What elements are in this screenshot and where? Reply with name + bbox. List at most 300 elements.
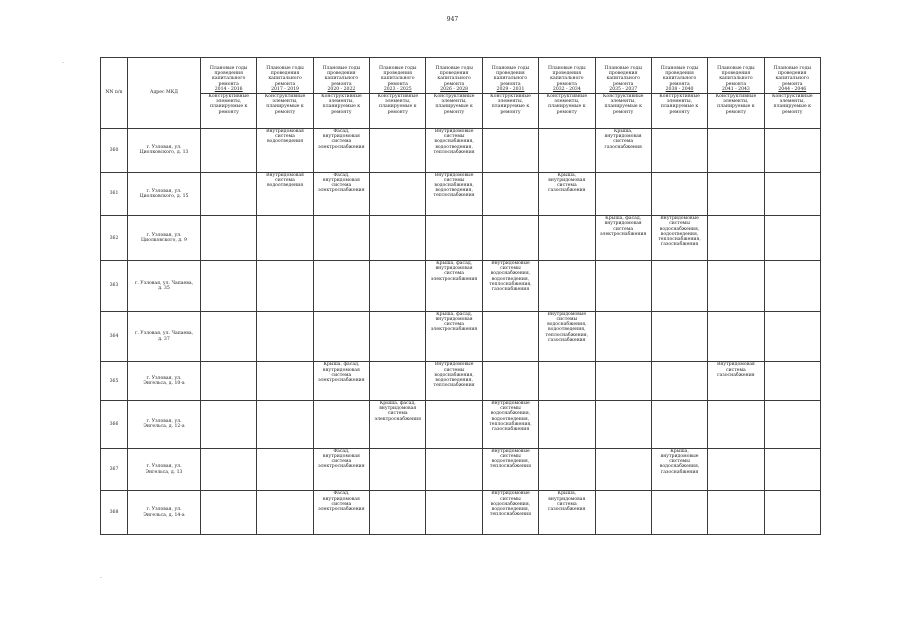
components-header-line: ремонту [782,109,803,115]
repair-item-line: теплоснабжения [433,149,475,155]
period-header-line: Плановые годы [491,65,530,71]
repair-item-line: система [726,367,746,373]
repair-cell [257,172,313,216]
repair-item-line: Внутридомовые [491,448,530,454]
components-header-line: планируемые к [604,104,642,110]
repair-item-line: газоснабжения [548,506,586,512]
period-header-line: капитального [493,76,528,82]
repair-cell [482,491,538,535]
repair-item-line: газоснабжения [604,144,642,150]
repair-cell [257,260,313,311]
period-years: 2032 - 2034 [552,86,581,92]
repair-item-line: теплоснабжения, [489,281,532,287]
column-header-components [539,94,595,129]
period-header-line: ремонта [725,81,747,87]
components-header-line: элементы, [723,99,749,105]
repair-item-line: Фасад, [333,448,350,454]
repair-cell [651,129,707,173]
row-number: 361 [101,172,128,216]
repair-cell [313,311,369,362]
repair-item-line: водоснабжения, [434,183,474,189]
repair-cell [370,129,426,173]
repair-item-line: внутридомовая [548,177,586,183]
components-header-line: ремонту [274,109,296,115]
components-header-line: Конструктивные [264,94,306,99]
repair-item-line: водоотведения, [435,378,473,384]
repair-item-line: газоснабжения [660,242,699,248]
repair-cell [764,448,820,491]
repair-cell [201,311,257,362]
repair-cell [595,448,651,491]
column-header-number: NN п/п [101,58,128,129]
repair-item-line: электроснабжения [318,506,365,512]
row-number: 365 [101,362,128,401]
components-header-line: Конструктивные [546,94,588,99]
period-header-line: Плановые годы [435,65,473,71]
repair-cell [313,491,369,535]
repair-cell [539,311,595,362]
components-header-line: элементы, [441,99,467,105]
table-row [101,216,821,261]
components-header-line: Конструктивные [321,94,362,99]
repair-cell [764,311,820,362]
period-header-line: капитального [775,76,809,82]
address-line: г. Узловая, ул. [146,188,182,194]
repair-item-line: Фасад, [333,491,350,497]
repair-cell [482,260,538,311]
repair-item-line: система [444,322,464,328]
column-header-components [651,94,707,129]
repair-item-line: водоотведения, [435,144,473,150]
repair-cell [708,260,764,311]
repair-cell [539,129,595,173]
period-header-line: ремонта [782,81,803,87]
repair-item-line: водоотведения [266,139,304,145]
repair-cell [708,448,764,491]
scan-margin-mark: · [100,575,102,582]
components-header-line: Конструктивные [771,94,813,99]
period-years: 2044 - 2046 [778,86,807,92]
components-header-line: ремонту [669,109,690,115]
repair-cell [257,491,313,535]
repair-cell [313,260,369,311]
capital-repair-schedule-table [100,57,821,535]
period-years: 2041 - 2043 [721,86,750,92]
repair-item-line: водоснабжения, [659,226,700,232]
repair-item-line: теплоснабжения, [489,421,532,427]
period-header-line: проведения [721,71,751,77]
repair-cell [708,129,764,173]
period-header-line: проведения [327,71,356,77]
column-header-period [595,58,651,94]
components-header-line: планируемые к [266,104,304,110]
repair-item-line: водоотведения, [548,327,586,333]
address-line: г. Узловая, ул. [146,145,182,151]
period-years: 2035 - 2037 [609,86,638,92]
repair-cell [539,401,595,449]
header-row-components [101,94,821,129]
period-header-line: капитального [606,76,640,82]
repair-item-line: теплоснабжения [433,383,475,389]
address-line: г. Узловая, ул. [146,232,182,238]
repair-cell [651,401,707,449]
repair-cell [764,401,820,449]
repair-item-line: водоотведения, [491,276,530,282]
period-header-line: капитального [211,76,246,82]
repair-cell [257,311,313,362]
repair-item-line: Крыша, [613,129,633,134]
repair-cell [257,401,313,449]
repair-cell [201,491,257,535]
repair-item-line: системы [443,134,465,140]
period-header-line: проведения [552,71,582,77]
period-header-line: проведения [496,71,525,77]
repair-cell [764,129,820,173]
column-header-components [313,94,369,129]
period-header-line: Плановые годы [378,65,417,71]
repair-cell [708,362,764,401]
components-header-line: планируемые к [660,104,699,110]
column-header-period [708,58,764,94]
period-header-line: ремонта [387,81,408,87]
period-header-line: Плановые годы [717,65,755,71]
address-line: д. 35 [158,285,170,291]
address-line: Энгельса, д. 10-а [143,381,185,387]
period-years: 2017 - 2019 [271,86,299,92]
repair-item-line: система [556,183,577,189]
components-header-line: планируемые к [209,104,248,110]
table-row [101,260,821,311]
repair-cell [764,491,820,535]
repair-item-line: внутридомовые [660,453,699,459]
repair-item-line: водоотведения, [491,459,530,465]
components-header-line: ремонту [500,109,521,115]
repair-cell [426,362,482,401]
column-header-components [482,94,538,129]
period-header-line: капитального [550,76,584,82]
components-header-line: планируемые к [491,104,530,110]
period-header-line: ремонта [669,81,690,87]
components-header-line: элементы, [497,99,524,105]
address-line: Энгельса, д. 13 [145,469,183,475]
period-header-line: проведения [270,71,300,77]
address-line: г. Узловая, ул. [146,419,182,425]
repair-item-line: система [331,139,352,145]
address-line: Энгельса, д. 14-а [143,512,185,518]
scan-margin-mark: · [62,60,64,67]
period-header-line: проведения [383,71,413,77]
period-header-line: проведения [439,71,469,77]
repair-item-line: газоснабжения [660,469,699,475]
repair-item-line: электроснабжения [374,416,421,422]
repair-item-line: Внутридомовая [266,172,304,178]
repair-item-line: электроснабжения [318,188,365,194]
components-header-line: Конструктивные [208,94,249,99]
period-header-line: Плановые годы [266,65,304,71]
repair-item-line: система [331,459,352,465]
repair-item-line: внутридомовая [435,316,473,322]
period-years: 2038 - 2040 [665,86,694,92]
repair-cell [370,448,426,491]
repair-item-line: внутридомовая [604,221,642,227]
page-number: 947 [446,16,459,23]
column-header-components [426,94,482,129]
column-header-components [257,94,313,129]
components-header-line: ремонту [443,109,465,115]
column-header-address: Адрес МКД [128,58,201,129]
components-header-line: Конструктивные [602,94,644,99]
repair-cell [539,172,595,216]
repair-item-line: водоснабжения, [434,139,474,145]
row-number: 366 [101,401,128,449]
repair-item-line: газоснабжения [548,188,586,194]
repair-item-line: Внутридомовые [434,129,474,134]
period-header-line: ремонта [331,81,352,87]
column-header-period [257,58,313,94]
repair-item-line: внутридомовая [379,406,417,412]
repair-item-line: Крыша, фасад, [436,260,473,266]
row-number: 367 [101,448,128,491]
table-row [101,491,821,535]
address-line: г. Узловая, ул. [146,464,182,470]
components-header-line: Конструктивные [490,94,531,99]
repair-item-line: газоснабжения [491,286,530,292]
repair-item-line: система [613,139,634,145]
repair-item-line: Фасад, [333,129,350,134]
repair-cell [539,448,595,491]
address-line: г. Узловая, ул. Чапаева, [134,280,194,286]
components-header-line: планируемые к [322,104,361,110]
repair-item-line: системы [669,459,690,465]
address-line: Циолковского, д. 9 [141,238,187,244]
period-years: 2023 - 2025 [383,86,412,92]
components-header-line: Конструктивные [377,94,419,99]
repair-item-line: система [613,226,634,232]
period-header-line: ремонта [500,81,521,87]
repair-cell [313,362,369,401]
repair-item-line: Крыша, [557,172,577,178]
row-address [128,311,201,362]
table-row [101,448,821,491]
repair-cell [482,362,538,401]
repair-cell [539,362,595,401]
repair-item-line: водоснабжения, [490,411,531,417]
repair-cell [426,129,482,173]
repair-cell [313,129,369,173]
repair-item-line: Крыша, [670,448,689,454]
repair-item-line: Крыша, фасад, [323,362,360,368]
repair-item-line: электроснабжения [318,464,365,470]
repair-item-line: внутридомовая [435,266,473,272]
repair-cell [426,401,482,449]
repair-cell [370,260,426,311]
components-header-line: ремонту [725,109,747,115]
period-header-line: Плановые годы [548,65,586,71]
repair-cell [539,491,595,535]
repair-cell [595,216,651,261]
period-header-line: капитального [381,76,415,82]
repair-cell [257,129,313,173]
repair-cell [764,362,820,401]
period-header-line: проведения [214,71,243,77]
column-header-components [201,94,257,129]
column-header-period [370,58,426,94]
repair-cell [708,216,764,261]
repair-item-line: Крыша, [557,491,577,497]
repair-item-line: теплоснабжения [489,512,532,518]
address-line: Циолковского, д. 15 [139,193,189,199]
repair-cell [482,448,538,491]
period-header-line: капитального [268,76,302,82]
repair-cell [708,172,764,216]
repair-item-line: водоотведения, [435,188,473,194]
repair-item-line: водоснабжения, [490,271,531,277]
period-header-line: Плановые годы [209,65,248,71]
components-header-line: Конструктивные [433,94,475,99]
repair-item-line: Внутридомовые [491,491,530,497]
repair-cell [595,260,651,311]
repair-item-line: Внутридомовая [716,362,755,368]
address-line: Энгельса, д. 12-а [143,424,185,430]
components-header-line: планируемые к [379,104,417,110]
repair-item-line: внутридомовая [322,134,360,140]
repair-item-line: системы [500,406,521,412]
repair-cell [764,172,820,216]
components-header-line: планируемые к [435,104,473,110]
repair-cell [708,491,764,535]
repair-item-line: теплоснабжения [489,464,532,470]
repair-item-line: водоснабжения, [547,322,587,328]
period-header-line: Плановые годы [773,65,812,71]
table-row [101,401,821,449]
components-header-line: ремонту [613,109,634,115]
repair-item-line: внутридомовая [604,134,642,140]
row-number: 360 [101,129,128,173]
repair-item-line: электроснабжения [318,378,365,384]
period-header-line: Плановые годы [604,65,642,71]
repair-cell [426,491,482,535]
repair-item-line: теплоснабжения [433,193,475,199]
components-header-line: элементы, [779,99,805,105]
components-header-line: элементы, [272,99,298,105]
components-header-line: элементы, [216,99,242,105]
repair-cell [426,311,482,362]
repair-item-line: электроснабжения [599,231,647,237]
column-header-components [708,94,764,129]
repair-item-line: Крыша, фасад, [605,216,642,222]
table-row [101,362,821,401]
repair-cell [764,216,820,261]
repair-item-line: системы [443,367,465,373]
repair-cell [764,260,820,311]
components-header-line: элементы, [666,99,693,105]
row-address [128,172,201,216]
period-header-line: Плановые годы [660,65,699,71]
period-years: 2029 - 2031 [496,86,525,92]
repair-cell [370,491,426,535]
repair-item-line: система [556,501,577,507]
table-row [101,129,821,173]
repair-cell [595,172,651,216]
period-years: 2020 - 2022 [327,86,356,92]
repair-cell [595,362,651,401]
period-header-line: капитального [719,76,753,82]
repair-item-line: Внутридомовые [547,311,587,317]
row-address [128,448,201,491]
period-header-line: капитального [437,76,471,82]
repair-item-line: водоснабжения, [490,501,531,507]
period-header-line: ремонта [556,81,577,87]
components-header-line: элементы, [385,99,411,105]
components-header-line: элементы, [328,99,355,105]
row-number: 363 [101,260,128,311]
period-header-line: ремонта [274,81,296,87]
row-number: 362 [101,216,128,261]
repair-item-line: система [275,134,295,140]
repair-cell [201,172,257,216]
components-header-line: ремонту [387,109,408,115]
repair-cell [595,129,651,173]
column-header-period [764,58,820,94]
repair-cell [651,491,707,535]
repair-cell [482,216,538,261]
repair-item-line: водоотведения, [491,416,530,422]
row-address [128,216,201,261]
address-line: г. Узловая, ул. [146,376,182,382]
repair-item-line: Внутридомовые [491,401,530,406]
repair-cell [651,216,707,261]
repair-item-line: теплоснабжения, [658,237,701,243]
repair-item-line: водоотведения, [660,231,699,237]
repair-cell [595,311,651,362]
repair-cell [651,172,707,216]
repair-item-line: система [331,501,352,507]
repair-item-line: электроснабжения [430,327,478,333]
period-header-line: ремонта [613,81,634,87]
repair-cell [708,311,764,362]
repair-item-line: газоснабжения [548,337,586,343]
address-line: г. Узловая, ул. [146,507,182,513]
column-header-period [313,58,369,94]
table-row [101,172,821,216]
repair-item-line: водоснабжения, [659,464,700,470]
repair-cell [426,448,482,491]
column-header-period [201,58,257,94]
repair-item-line: теплоснабжения, [545,332,589,338]
period-years: 2014 - 2016 [214,86,243,92]
repair-cell [539,216,595,261]
components-header-line: ремонту [556,109,577,115]
repair-cell [201,448,257,491]
repair-cell [201,260,257,311]
repair-cell [708,401,764,449]
repair-cell [370,216,426,261]
repair-cell [426,216,482,261]
repair-item-line: системы [500,266,521,272]
address-line: д. 37 [158,336,170,342]
row-number: 368 [101,491,128,535]
repair-cell [651,362,707,401]
column-header-components [370,94,426,129]
repair-cell [370,362,426,401]
period-header-line: капитального [662,76,697,82]
repair-item-line: системы [500,453,521,459]
period-header-line: проведения [777,71,807,77]
repair-item-line: водоотведения, [491,506,530,512]
period-header-line: проведения [665,71,694,77]
repair-item-line: системы [443,177,465,183]
period-header-line: Плановые годы [322,65,361,71]
